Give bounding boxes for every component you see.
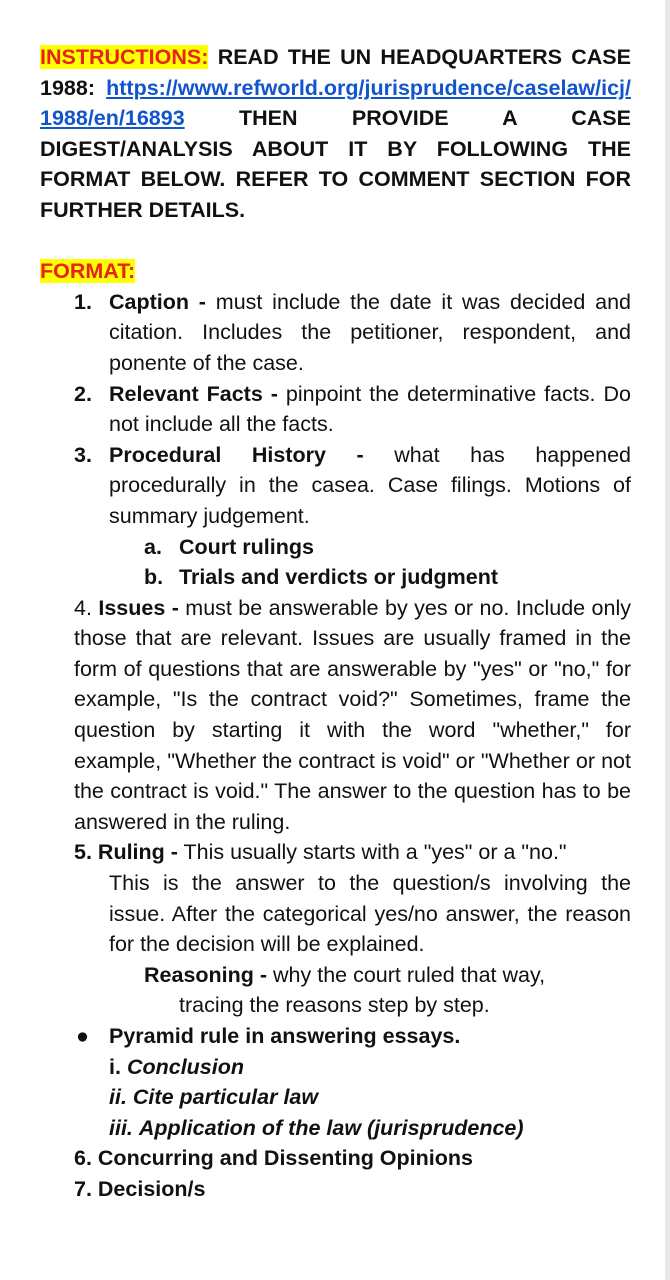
pyramid-step-conclusion [40,1052,631,1083]
subitem-text: Court rulings [179,534,314,559]
pyramid-title: Pyramid rule in answering essays. [109,1024,461,1048]
item-number: 1. [74,289,92,314]
step-text: Application of the law (jurisprudence) [138,1115,524,1140]
instructions-paragraph [40,42,631,226]
pyramid-step-cite-law [40,1082,631,1113]
item-title: Ruling - [97,840,178,865]
subitem-text: Trials and verdicts or judgment [179,565,498,590]
subitem-court-rulings [40,532,631,563]
format-item-ruling [40,837,631,959]
item-text: what has happened procedurally in the casea. Case filings. Motions of summary judgement. [109,442,632,528]
reasoning-paragraph [40,960,631,1021]
reasoning-text-first: why the court ruled that way, [273,962,546,987]
item-text-first: This usually starts with a "yes" or a "no." [183,840,567,865]
format-item-procedural-history [40,440,631,532]
document-body [40,42,631,1205]
subitem-letter: b. [144,565,164,590]
reasoning-title: Reasoning - [144,962,268,987]
subitem-trials [40,562,631,593]
item-number: 4. [74,595,92,620]
item-title: Relevant Facts - [109,381,278,406]
item-text-rest: This is the answer to the question/s involving the issue. After the categorical yes/no answer, the reason for the decision will be explained. [109,871,631,957]
instructions-intro: READ THE UN HEADQUARTERS CASE 1988: [40,45,631,100]
format-item-opinions: 6. Concurring and Dissenting Opinions [74,1146,473,1171]
blank-line [40,226,631,257]
step-number: i. [109,1054,121,1079]
item-number: 5. [74,840,92,865]
format-heading [40,256,631,287]
item-title: Caption - [109,289,206,314]
item-title: Issues - [98,595,179,620]
format-item-caption [40,287,631,379]
item-title: Procedural History - [109,442,364,467]
case-link[interactable]: https://www.refworld.org/jurisprudence/caselaw/icj/1988/en/16893 [40,75,631,131]
instructions-label: INSTRUCTIONS: [40,45,209,69]
reasoning-text-rest: tracing the reasons step by step. [179,993,490,1018]
item-text: pinpoint the determinative facts. Do not include all the facts. [109,381,631,437]
format-item-relevant-facts [40,379,631,440]
item-number: 3. [74,442,92,467]
format-item-decision: 7. Decision/s [74,1176,206,1201]
step-text: Conclusion [126,1054,244,1079]
item-number: 2. [74,381,92,406]
bullet-icon: ● [76,1024,89,1048]
item-text: must be answerable by yes or no. Include only those that are relevant. Issues are usually framed in the form of questions that are answerable by "yes" or "no," for example, "Is the contract void?" Sometimes, frame the question by starting it with the word "whether," for example, "Whether the contract is void" or "Whether or not the contract is void." The answer to the question has to be answered in the ruling. [74,595,631,834]
format-item-issues [40,593,631,838]
format-label: FORMAT: [40,259,136,284]
step-number: ii. [109,1085,127,1110]
pyramid-rule-item [40,1021,631,1052]
step-text: Cite particular law [132,1085,319,1110]
pyramid-step-application [40,1113,631,1144]
item-text: must include the date it was decided and citation. Includes the petitioner, respondent, and ponente of the case. [109,289,631,375]
scrollbar-track[interactable] [665,0,670,1280]
step-number: iii. [109,1115,133,1140]
subitem-letter: a. [144,534,162,559]
instructions-rest: THEN PROVIDE A CASE DIGEST/ANALYSIS ABOUT IT BY FOLLOWING THE FORMAT BELOW. REFER TO COMMENT SECTION FOR FURTHER DETAILS. [40,106,631,222]
